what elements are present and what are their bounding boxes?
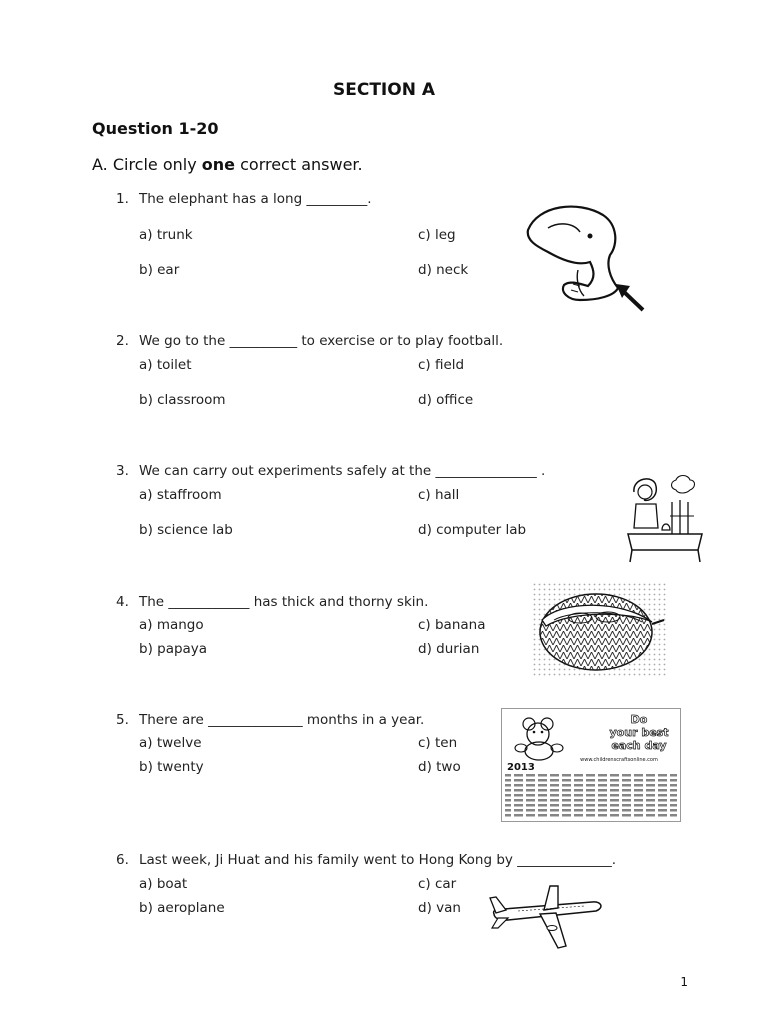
science-experiment-icon: [626, 472, 706, 564]
question-number: 5.: [116, 712, 129, 728]
question-number: 2.: [116, 333, 129, 349]
option-a[interactable]: a) boat: [139, 876, 188, 892]
instruction-emphasis: one: [201, 155, 236, 174]
option-a[interactable]: a) mango: [139, 617, 204, 633]
option-d[interactable]: d) computer lab: [418, 522, 527, 538]
calendar-year: 2013: [507, 762, 535, 773]
option-b[interactable]: b) classroom: [139, 392, 226, 408]
page-number: 1: [680, 975, 688, 989]
option-d[interactable]: d) office: [418, 392, 474, 408]
option-d[interactable]: d) van: [418, 900, 461, 916]
calendar-slogan-2: your best: [609, 726, 669, 739]
option-c[interactable]: c) ten: [418, 735, 458, 751]
option-b[interactable]: b) aeroplane: [139, 900, 225, 916]
option-a[interactable]: a) toilet: [139, 357, 192, 373]
question-range-heading: Question 1-20: [92, 119, 219, 138]
calendar-slogan-3: each day: [611, 739, 667, 752]
durian-icon: [532, 582, 666, 678]
question-number: 6.: [116, 852, 129, 868]
question-number: 1.: [116, 191, 129, 207]
question-text: We can carry out experiments safely at the _______________ .: [139, 463, 546, 479]
question-text: We go to the __________ to exercise or to play football.: [139, 333, 504, 349]
option-b[interactable]: b) science lab: [139, 522, 233, 538]
option-b[interactable]: b) papaya: [139, 641, 208, 657]
option-a[interactable]: a) staffroom: [139, 487, 222, 503]
option-c[interactable]: c) hall: [418, 487, 460, 503]
question-text: The elephant has a long _________.: [139, 191, 372, 207]
option-c[interactable]: c) field: [418, 357, 465, 373]
calendar-icon: [501, 708, 681, 822]
option-d[interactable]: d) two: [418, 759, 461, 775]
option-b[interactable]: b) ear: [139, 262, 180, 278]
question-number: 3.: [116, 463, 129, 479]
calendar-slogan-1: Do: [630, 713, 648, 726]
option-b[interactable]: b) twenty: [139, 759, 204, 775]
question-number: 4.: [116, 594, 129, 610]
elephant-trunk-icon: [518, 200, 648, 320]
option-d[interactable]: d) neck: [418, 262, 469, 278]
instruction: A. Circle only one correct answer.: [92, 155, 363, 174]
aeroplane-icon: [488, 880, 606, 952]
question-text: Last week, Ji Huat and his family went to Hong Kong by ______________.: [139, 852, 616, 868]
option-c[interactable]: c) banana: [418, 617, 486, 633]
option-a[interactable]: a) twelve: [139, 735, 202, 751]
calendar-website: www.childrenscraftsonline.com: [580, 757, 658, 763]
option-a[interactable]: a) trunk: [139, 227, 193, 243]
section-title: SECTION A: [332, 80, 435, 100]
option-c[interactable]: c) leg: [418, 227, 456, 243]
question-text: There are ______________ months in a year.: [139, 712, 425, 728]
option-c[interactable]: c) car: [418, 876, 457, 892]
option-d[interactable]: d) durian: [418, 641, 480, 657]
question-text: The ____________ has thick and thorny skin.: [139, 594, 429, 610]
